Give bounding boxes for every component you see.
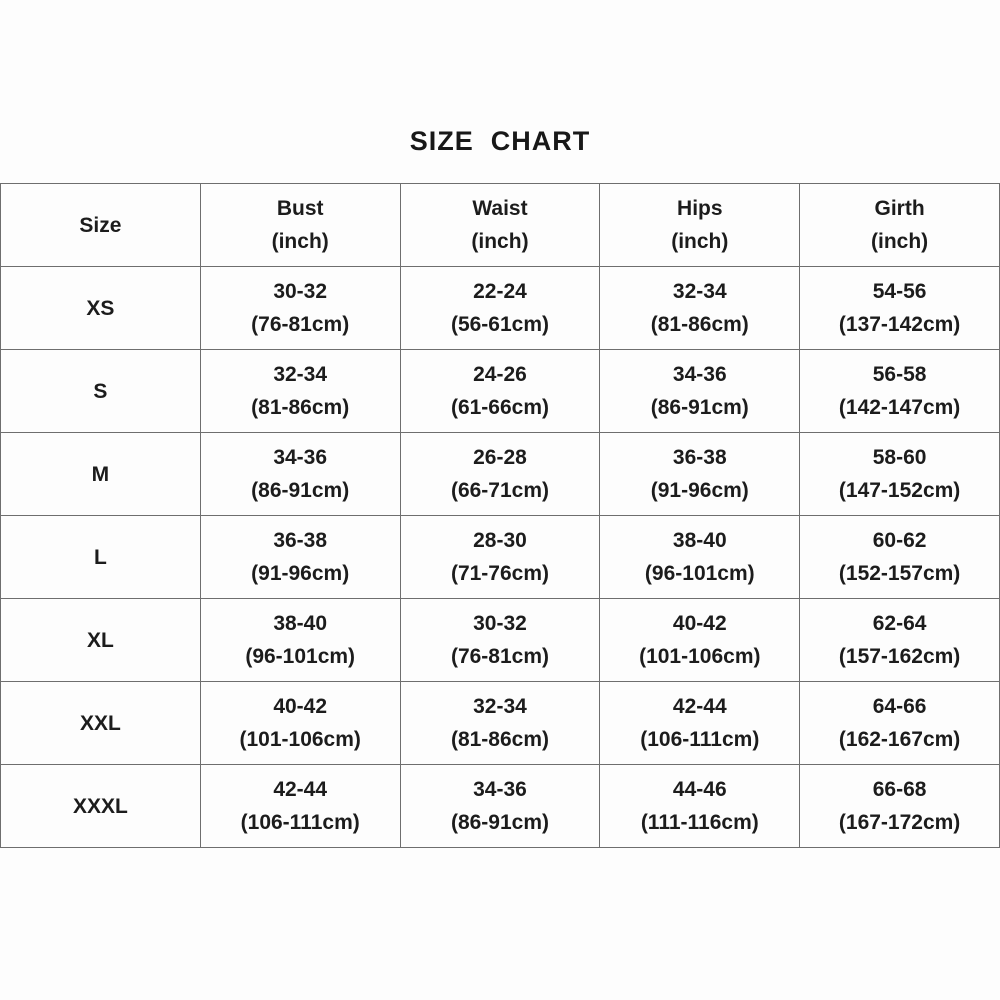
inch-range: 54-56 [872,280,927,303]
inch-range: 30-32 [473,612,527,635]
cm-range: (81-86cm) [650,313,749,336]
cm-range: (152-157cm) [838,562,961,585]
size-label: XL [86,628,114,652]
size-label: M [91,462,110,486]
cm-range: (91-96cm) [251,562,350,585]
inch-range: 32-34 [473,695,527,718]
inch-range: 38-40 [273,612,328,635]
measurement-cell [400,267,600,350]
size-chart-table [0,183,1000,848]
measurement-cell [600,267,800,350]
measurement-cell [400,599,600,682]
inch-range: 60-62 [872,529,927,552]
measurement-cell [400,350,600,433]
inch-range: 32-34 [273,363,328,386]
size-label: XXXL [72,794,128,818]
cm-range: (86-91cm) [450,811,550,834]
cm-range: (101-106cm) [639,645,761,668]
size-cell [1,682,201,765]
measurement-cell [800,350,1000,433]
measurement-cell [200,765,400,848]
column-header-waist [400,184,600,267]
column-header-unit: (inch) [871,230,929,253]
table-row [1,765,1000,848]
column-header-label: Girth [874,197,925,220]
cm-range: (86-91cm) [650,396,749,419]
measurement-cell [800,516,1000,599]
cm-range: (106-111cm) [240,811,360,834]
measurement-cell [400,682,600,765]
size-cell [1,267,201,350]
inch-range: 64-66 [872,695,927,718]
header-row [1,184,1000,267]
size-cell [1,765,201,848]
size-label: L [93,545,107,569]
cm-range: (147-152cm) [838,479,961,502]
inch-range: 24-26 [473,363,527,386]
cm-range: (157-162cm) [838,645,961,668]
column-header-unit: (inch) [271,230,329,253]
inch-range: 62-64 [872,612,927,635]
measurement-cell [800,267,1000,350]
cm-range: (142-147cm) [838,396,961,419]
measurement-cell [600,599,800,682]
inch-range: 34-36 [672,363,727,386]
measurement-cell [200,350,400,433]
column-header-bust [200,184,400,267]
size-label: XS [86,296,115,320]
inch-range: 26-28 [473,446,527,469]
column-header-size [1,184,201,267]
inch-range: 36-38 [273,529,328,552]
inch-range: 58-60 [872,446,927,469]
measurement-cell [800,599,1000,682]
size-cell [1,350,201,433]
cm-range: (106-111cm) [640,728,760,751]
table-body [1,267,1000,848]
cm-range: (91-96cm) [650,479,749,502]
cm-range: (137-142cm) [838,313,961,336]
table-header [1,184,1000,267]
page-title: SIZE CHART [409,126,591,156]
cm-range: (61-66cm) [450,396,550,419]
inch-range: 28-30 [473,529,527,552]
inch-range: 32-34 [672,280,727,303]
cm-range: (162-167cm) [838,728,961,751]
inch-range: 66-68 [872,778,927,801]
inch-range: 34-36 [473,778,527,801]
cm-range: (101-106cm) [239,728,361,751]
measurement-cell [200,682,400,765]
cm-range: (66-71cm) [450,479,550,502]
table-row [1,599,1000,682]
cm-range: (76-81cm) [450,645,550,668]
inch-range: 30-32 [273,280,328,303]
inch-range: 34-36 [273,446,328,469]
size-label: XXL [79,711,121,735]
inch-range: 44-46 [672,778,727,801]
size-cell [1,599,201,682]
measurement-cell [400,433,600,516]
measurement-cell [800,682,1000,765]
column-header-unit: (inch) [671,230,729,253]
column-header-label: Hips [677,197,723,220]
measurement-cell [600,765,800,848]
measurement-cell [600,350,800,433]
column-header-unit: (inch) [471,230,529,253]
inch-range: 40-42 [672,612,727,635]
inch-range: 40-42 [273,695,328,718]
inch-range: 38-40 [672,529,727,552]
column-header-hips [600,184,800,267]
size-cell [1,433,201,516]
size-cell [1,516,201,599]
cm-range: (167-172cm) [838,811,961,834]
measurement-cell [200,267,400,350]
measurement-cell [800,765,1000,848]
column-header-girth [800,184,1000,267]
cm-range: (76-81cm) [251,313,350,336]
column-header-label: Bust [276,197,324,220]
cm-range: (71-76cm) [450,562,550,585]
measurement-cell [400,516,600,599]
column-header-label: Size [79,213,122,237]
cm-range: (81-86cm) [450,728,550,751]
inch-range: 36-38 [672,446,727,469]
inch-range: 42-44 [273,778,328,801]
measurement-cell [600,433,800,516]
measurement-cell [200,433,400,516]
measurement-cell [600,682,800,765]
measurement-cell [600,516,800,599]
cm-range: (81-86cm) [251,396,350,419]
cm-range: (86-91cm) [251,479,350,502]
cm-range: (56-61cm) [450,313,550,336]
inch-range: 56-58 [872,363,927,386]
measurement-cell [800,433,1000,516]
table-row [1,433,1000,516]
table-row [1,516,1000,599]
column-header-label: Waist [472,197,528,220]
cm-range: (111-116cm) [640,811,759,834]
table-row [1,350,1000,433]
cm-range: (96-101cm) [644,562,755,585]
measurement-cell [200,599,400,682]
cm-range: (96-101cm) [245,645,356,668]
measurement-cell [200,516,400,599]
table-row [1,682,1000,765]
measurement-cell [400,765,600,848]
inch-range: 22-24 [473,280,527,303]
size-label: S [93,379,108,403]
table-row [1,267,1000,350]
inch-range: 42-44 [672,695,727,718]
